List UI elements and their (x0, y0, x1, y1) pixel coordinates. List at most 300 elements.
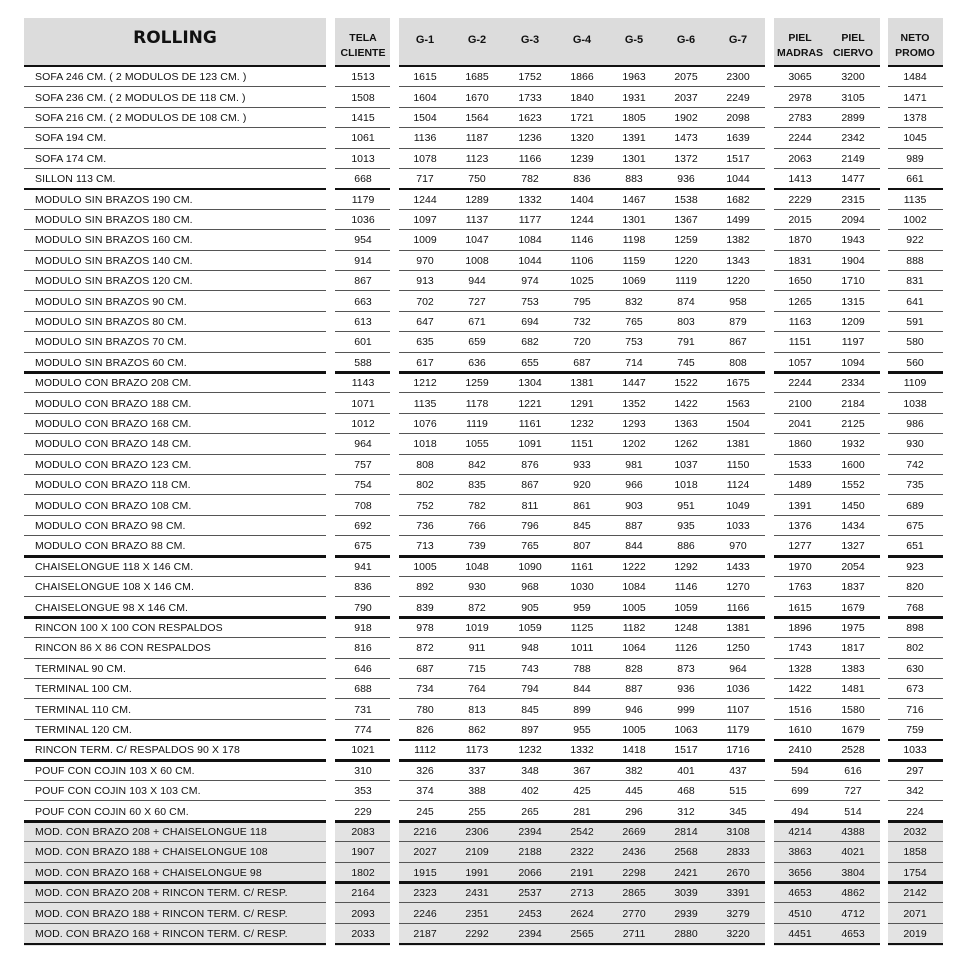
price-cell: 966 (625, 479, 643, 492)
price-cell: 1265 (788, 295, 812, 308)
column-header (400, 18, 450, 62)
price-cell: 743 (521, 662, 539, 675)
price-cell: 1057 (788, 356, 812, 369)
price-cell: 1250 (726, 642, 750, 655)
price-cell: 1381 (726, 621, 750, 634)
price-cell: 802 (906, 642, 924, 655)
price-cell: 682 (521, 336, 539, 349)
price-cell: 1106 (570, 254, 594, 267)
price-cell: 964 (729, 662, 747, 675)
price-cell: 3863 (788, 846, 812, 859)
price-cell: 692 (354, 519, 372, 532)
price-cell: 913 (416, 275, 434, 288)
product-name: CHAISELONGUE 108 X 146 CM. (35, 581, 194, 594)
table-row (0, 495, 967, 515)
price-cell: 873 (677, 662, 695, 675)
column-header-line: G-5 (624, 33, 644, 46)
price-cell: 1187 (465, 132, 489, 145)
price-cell: 2978 (788, 91, 812, 104)
price-cell: 1055 (465, 438, 489, 451)
price-cell: 1097 (413, 213, 437, 226)
price-cell: 1610 (788, 723, 812, 736)
price-cell: 337 (468, 764, 486, 777)
price-cell: 494 (791, 805, 809, 818)
price-cell: 1119 (675, 275, 697, 288)
price-cell: 1866 (570, 71, 594, 84)
price-cell: 715 (468, 662, 486, 675)
price-cell: 1091 (518, 438, 542, 451)
price-cell: 2833 (726, 846, 750, 859)
price-cell: 2783 (788, 111, 812, 124)
product-name: MODULO SIN BRAZOS 190 CM. (35, 193, 193, 206)
price-cell: 753 (521, 295, 539, 308)
price-cell: 1564 (465, 111, 489, 124)
price-cell: 2019 (903, 927, 927, 940)
price-cell: 1008 (465, 254, 489, 267)
price-cell: 1123 (465, 152, 489, 165)
table-row (0, 373, 967, 393)
price-cell: 224 (906, 805, 924, 818)
price-cell: 560 (906, 356, 924, 369)
price-cell: 3039 (674, 887, 698, 900)
table-row (0, 903, 967, 923)
price-cell: 468 (677, 785, 695, 798)
price-cell: 782 (521, 173, 539, 186)
price-cell: 671 (468, 315, 486, 328)
price-cell: 2244 (788, 132, 812, 145)
table-row (0, 863, 967, 883)
price-cell: 4712 (841, 907, 865, 920)
price-cell: 732 (573, 315, 591, 328)
price-cell: 774 (354, 723, 372, 736)
price-cell: 989 (906, 152, 924, 165)
price-cell: 2187 (413, 927, 437, 940)
price-cell: 2453 (518, 907, 542, 920)
price-cell: 646 (354, 662, 372, 675)
price-cell: 1343 (726, 254, 750, 267)
table-row (0, 455, 967, 475)
table-row (0, 169, 967, 189)
column-header-line: G-4 (572, 33, 592, 46)
product-name: MODULO CON BRAZO 118 CM. (35, 479, 191, 492)
price-cell: 1270 (726, 581, 750, 594)
price-cell: 964 (354, 438, 372, 451)
price-cell: 1293 (622, 417, 646, 430)
price-cell: 2033 (351, 927, 375, 940)
price-cell: 1078 (413, 152, 437, 165)
price-cell: 1033 (903, 744, 927, 757)
table-row (0, 924, 967, 944)
price-cell: 382 (625, 764, 643, 777)
price-cell: 1061 (351, 132, 375, 145)
price-cell: 1563 (726, 397, 750, 410)
price-cell: 673 (906, 683, 924, 696)
price-cell: 1161 (518, 417, 542, 430)
price-cell: 1036 (351, 213, 375, 226)
price-cell: 2669 (622, 825, 646, 838)
price-cell: 794 (521, 683, 539, 696)
price-cell: 734 (416, 683, 434, 696)
price-cell: 1179 (726, 723, 750, 736)
price-cell: 1489 (788, 479, 812, 492)
price-cell: 1685 (465, 71, 489, 84)
price-cell: 594 (791, 764, 809, 777)
price-cell: 1109 (903, 377, 927, 390)
price-cell: 879 (729, 315, 747, 328)
product-name: MOD. CON BRAZO 208 + CHAISELONGUE 118 (35, 825, 267, 838)
price-cell: 844 (573, 683, 591, 696)
price-cell: 1084 (622, 581, 646, 594)
price-cell: 1151 (570, 438, 594, 451)
price-cell: 2624 (570, 907, 594, 920)
price-cell: 714 (625, 356, 643, 369)
product-name: MODULO SIN BRAZOS 120 CM. (35, 275, 193, 288)
price-cell: 1679 (841, 601, 865, 614)
price-cell: 941 (354, 560, 372, 573)
price-cell: 968 (521, 581, 539, 594)
price-cell: 2565 (570, 927, 594, 940)
price-cell: 888 (906, 254, 924, 267)
price-cell: 948 (521, 642, 539, 655)
product-name: MODULO SIN BRAZOS 140 CM. (35, 254, 193, 267)
price-cell: 1135 (413, 397, 437, 410)
price-cell: 1107 (726, 703, 750, 716)
price-cell: 1244 (570, 213, 594, 226)
price-cell: 765 (625, 315, 643, 328)
price-cell: 3220 (726, 927, 750, 940)
price-cell: 687 (573, 356, 591, 369)
price-cell: 757 (354, 458, 372, 471)
table-row (0, 577, 967, 597)
price-cell: 1504 (413, 111, 437, 124)
price-cell: 727 (468, 295, 486, 308)
price-cell: 2109 (465, 846, 489, 859)
price-cell: 974 (521, 275, 539, 288)
price-cell: 348 (521, 764, 539, 777)
price-cell: 946 (625, 703, 643, 716)
table-row (0, 189, 967, 209)
price-cell: 580 (906, 336, 924, 349)
price-cell: 717 (416, 173, 434, 186)
table-row (0, 108, 967, 128)
table-row (0, 781, 967, 801)
price-cell: 1232 (570, 417, 594, 430)
price-cell: 1161 (570, 560, 594, 573)
price-cell: 2342 (841, 132, 865, 145)
product-name: SILLON 113 CM. (35, 173, 116, 186)
table-row (0, 679, 967, 699)
price-cell: 828 (625, 662, 643, 675)
price-cell: 689 (906, 499, 924, 512)
price-cell: 651 (906, 540, 924, 553)
price-cell: 2351 (465, 907, 489, 920)
price-cell: 2015 (788, 213, 812, 226)
column-header-line: G-6 (676, 33, 696, 46)
price-cell: 1182 (622, 621, 646, 634)
price-cell: 1177 (518, 213, 542, 226)
price-cell: 1332 (570, 744, 594, 757)
price-cell: 616 (844, 764, 862, 777)
price-cell: 663 (354, 295, 372, 308)
price-cell: 3108 (726, 825, 750, 838)
price-cell: 1259 (674, 234, 698, 247)
price-cell: 2041 (788, 417, 812, 430)
table-row (0, 353, 967, 373)
price-cell: 836 (573, 173, 591, 186)
price-cell: 2188 (518, 846, 542, 859)
product-name: TERMINAL 100 CM. (35, 683, 132, 696)
price-cell: 920 (573, 479, 591, 492)
price-cell: 4388 (841, 825, 865, 838)
price-cell: 3804 (841, 866, 865, 879)
price-cell: 1119 (466, 417, 488, 430)
price-cell: 1094 (841, 356, 865, 369)
price-cell: 1418 (622, 744, 646, 757)
column-header-line: MADRAS (776, 47, 824, 59)
price-cell: 326 (416, 764, 434, 777)
price-cell: 1517 (674, 744, 698, 757)
product-name: MOD. CON BRAZO 168 + RINCON TERM. C/ RESP. (35, 927, 288, 940)
table-title: ROLLING (133, 28, 217, 48)
price-cell: 1817 (841, 642, 865, 655)
table-row (0, 271, 967, 291)
price-cell: 1484 (903, 71, 927, 84)
price-cell: 2142 (903, 887, 927, 900)
product-name: MODULO CON BRAZO 208 CM. (35, 377, 192, 390)
price-cell: 1025 (570, 275, 594, 288)
price-cell: 4214 (788, 825, 812, 838)
price-cell: 918 (354, 621, 372, 634)
price-cell: 1163 (788, 315, 812, 328)
price-cell: 867 (354, 275, 372, 288)
price-cell: 892 (416, 581, 434, 594)
price-cell: 4653 (841, 927, 865, 940)
price-cell: 1710 (841, 275, 865, 288)
price-cell: 4862 (841, 887, 865, 900)
column-header-line: PIEL (841, 32, 865, 44)
price-cell: 1481 (841, 683, 865, 696)
price-cell: 281 (573, 805, 591, 818)
price-cell: 1044 (518, 254, 542, 267)
column-header (505, 18, 555, 62)
price-cell: 986 (906, 417, 924, 430)
price-cell: 2249 (726, 91, 750, 104)
column-header-line: G-3 (520, 33, 540, 46)
price-cell: 903 (625, 499, 643, 512)
header-underline (399, 65, 765, 67)
price-cell: 659 (468, 336, 486, 349)
price-cell: 1301 (622, 213, 646, 226)
price-cell: 255 (468, 805, 486, 818)
table-row (0, 822, 967, 842)
price-cell: 2528 (841, 744, 865, 757)
price-cell: 1752 (518, 71, 542, 84)
price-cell: 1289 (465, 193, 489, 206)
column-header-line: TELA (349, 32, 377, 44)
column-header (336, 30, 391, 62)
table-row (0, 230, 967, 250)
price-cell: 766 (468, 519, 486, 532)
product-name: CHAISELONGUE 118 X 146 CM. (35, 560, 194, 573)
price-cell: 862 (468, 723, 486, 736)
price-cell: 2149 (841, 152, 865, 165)
price-cell: 922 (906, 234, 924, 247)
price-cell: 1124 (726, 479, 750, 492)
price-cell: 1580 (841, 703, 865, 716)
column-header-line: PIEL (788, 32, 812, 44)
price-cell: 1467 (622, 193, 646, 206)
price-cell: 2229 (788, 193, 812, 206)
product-name: MODULO SIN BRAZOS 80 CM. (35, 315, 187, 328)
price-cell: 1262 (674, 438, 698, 451)
price-cell: 1763 (788, 581, 812, 594)
price-cell: 1391 (622, 132, 646, 145)
price-cell: 970 (729, 540, 747, 553)
product-name: SOFA 236 CM. ( 2 MODULOS DE 118 CM. ) (35, 91, 246, 104)
price-cell: 1021 (351, 744, 375, 757)
price-cell: 1381 (726, 438, 750, 451)
price-cell: 1209 (841, 315, 865, 328)
price-cell: 265 (521, 805, 539, 818)
price-cell: 1623 (518, 111, 542, 124)
product-name: MOD. CON BRAZO 188 + RINCON TERM. C/ RESP. (35, 907, 288, 920)
price-cell: 898 (906, 621, 924, 634)
product-name: TERMINAL 90 CM. (35, 662, 126, 675)
price-cell: 1471 (903, 91, 927, 104)
price-cell: 1931 (622, 91, 646, 104)
price-cell: 735 (906, 479, 924, 492)
price-cell: 1447 (622, 377, 646, 390)
product-name: RINCON TERM. C/ RESPALDOS 90 X 178 (35, 744, 240, 757)
price-cell: 803 (677, 315, 695, 328)
price-cell: 515 (729, 785, 747, 798)
price-cell: 1112 (414, 744, 436, 757)
price-cell: 935 (677, 519, 695, 532)
column-header-line: CLIENTE (340, 47, 386, 59)
price-cell: 1508 (351, 91, 375, 104)
price-cell: 1670 (465, 91, 489, 104)
price-cell: 1352 (622, 397, 646, 410)
price-cell: 1044 (726, 173, 750, 186)
price-cell: 1517 (726, 152, 750, 165)
price-cell: 1159 (622, 254, 646, 267)
price-cell: 668 (354, 173, 372, 186)
table-row (0, 659, 967, 679)
price-cell: 2939 (674, 907, 698, 920)
price-cell: 4021 (841, 846, 865, 859)
price-cell: 1805 (622, 111, 646, 124)
price-cell: 699 (791, 785, 809, 798)
price-cell: 845 (573, 519, 591, 532)
price-cell: 1533 (788, 458, 812, 471)
price-cell: 1146 (570, 234, 594, 247)
product-name: TERMINAL 120 CM. (35, 723, 132, 736)
price-cell: 978 (416, 621, 434, 634)
column-header-line: NETO (900, 32, 930, 44)
price-cell: 887 (625, 683, 643, 696)
price-cell: 1733 (518, 91, 542, 104)
table-row (0, 516, 967, 536)
price-cell: 808 (729, 356, 747, 369)
price-cell: 1477 (841, 173, 865, 186)
price-cell: 1005 (622, 601, 646, 614)
product-name: MODULO SIN BRAZOS 70 CM. (35, 336, 187, 349)
price-cell: 1552 (841, 479, 865, 492)
table-row (0, 128, 967, 148)
price-cell: 1236 (518, 132, 542, 145)
price-cell: 1005 (622, 723, 646, 736)
section-divider (335, 943, 390, 946)
price-cell: 1232 (518, 744, 542, 757)
price-cell: 688 (354, 683, 372, 696)
price-cell: 2865 (622, 887, 646, 900)
price-cell: 951 (677, 499, 695, 512)
product-name: MODULO SIN BRAZOS 180 CM. (35, 213, 193, 226)
price-cell: 312 (677, 805, 695, 818)
price-cell: 1259 (465, 377, 489, 390)
price-cell: 3391 (726, 887, 750, 900)
price-cell: 1513 (351, 71, 375, 84)
table-row (0, 638, 967, 658)
product-name: MOD. CON BRAZO 208 + RINCON TERM. C/ RESP. (35, 887, 288, 900)
price-cell: 876 (521, 458, 539, 471)
price-cell: 1125 (570, 621, 594, 634)
price-cell: 954 (354, 234, 372, 247)
column-header (774, 30, 827, 62)
price-cell: 1005 (413, 560, 437, 573)
price-cell: 1915 (413, 866, 437, 879)
column-header (609, 18, 659, 62)
price-cell: 1904 (841, 254, 865, 267)
price-cell: 811 (521, 499, 539, 512)
price-cell: 2094 (841, 213, 865, 226)
price-cell: 1600 (841, 458, 865, 471)
price-cell: 1071 (351, 397, 375, 410)
price-cell: 813 (468, 703, 486, 716)
price-cell: 764 (468, 683, 486, 696)
price-cell: 3279 (726, 907, 750, 920)
price-cell: 867 (729, 336, 747, 349)
price-cell: 782 (468, 499, 486, 512)
column-header (557, 18, 607, 62)
column-header (713, 18, 763, 62)
price-cell: 1604 (413, 91, 437, 104)
price-cell: 3105 (841, 91, 865, 104)
price-cell: 867 (521, 479, 539, 492)
price-cell: 1038 (903, 397, 927, 410)
price-cell: 2542 (570, 825, 594, 838)
price-cell: 1090 (518, 560, 542, 573)
price-cell: 2098 (726, 111, 750, 124)
table-row (0, 149, 967, 169)
price-cell: 374 (416, 785, 434, 798)
price-cell: 1538 (674, 193, 698, 206)
price-cell: 1932 (841, 438, 865, 451)
price-cell: 807 (573, 540, 591, 553)
product-name: POUF CON COJIN 60 X 60 CM. (35, 805, 189, 818)
column-header (827, 30, 880, 62)
price-cell: 788 (573, 662, 591, 675)
price-cell: 1137 (465, 213, 489, 226)
price-cell: 1012 (351, 417, 375, 430)
price-cell: 1327 (841, 540, 865, 553)
price-cell: 2322 (570, 846, 594, 859)
price-cell: 1422 (674, 397, 698, 410)
column-header-line: G-7 (728, 33, 748, 46)
price-cell: 944 (468, 275, 486, 288)
price-cell: 2063 (788, 152, 812, 165)
price-cell: 750 (468, 173, 486, 186)
